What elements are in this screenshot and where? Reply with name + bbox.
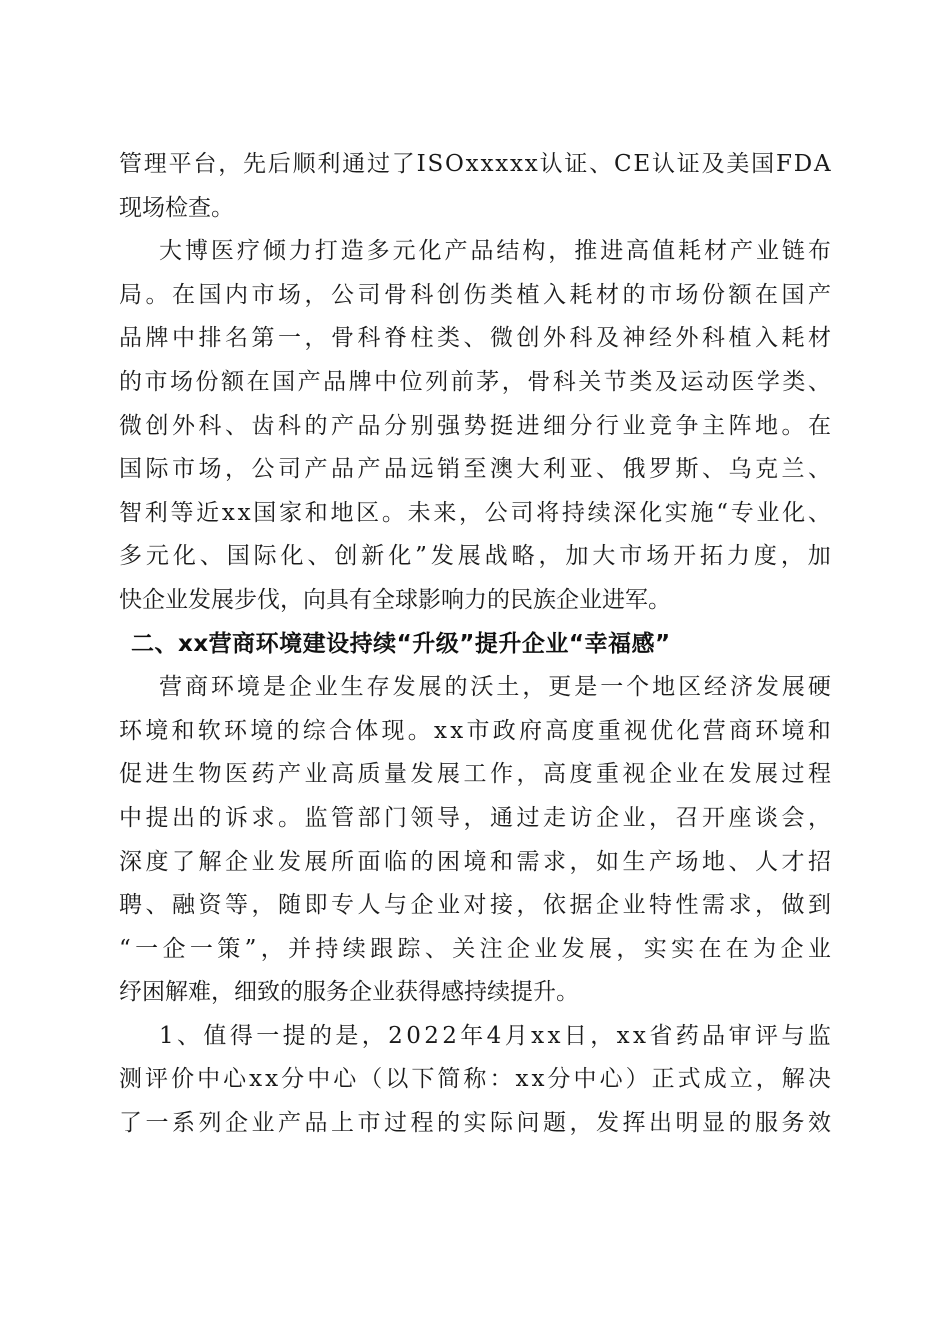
- text-line: 测 评 价 中 心 x x 分 中 心 （ 以 下 简 称 ： x x 分 中 心 ） 正 式 成 立 ， 解 决: [119, 1066, 831, 1093]
- text-line: 的 市 场 份 额 在 国 产 品 牌 中 位 列 前 茅 ， 骨 科 关 节 类 及 运 动 医 学 类 、: [119, 368, 831, 395]
- text-line: 局 。 在 国 内 市 场 ， 公 司 骨 科 创 伤 类 植 入 耗 材 的 市 场 份 额 在 国 产: [119, 281, 831, 308]
- text-line: 品 牌 中 排 名 第 一 ， 骨 科 脊 柱 类 、 微 创 外 科 及 神 经 外 科 植 入 耗 材: [119, 325, 831, 352]
- paragraph-first-line: 大 博 医 疗 倾 力 打 造 多 元 化 产 品 结 构 ， 推 进 高 值 耗 材 产 业 链 布: [159, 238, 831, 265]
- text-line: 快企业发展步伐，向具有全球影响力的民族企业进军。: [119, 586, 671, 613]
- text-line: 了 一 系 列 企 业 产 品 上 市 过 程 的 实 际 问 题 ， 发 挥 出 明 显 的 服 务 效: [119, 1110, 831, 1137]
- text-line: 国 际 市 场 ， 公 司 产 品 产 品 远 销 至 澳 大 利 亚 、 俄 罗 斯 、 乌 克 兰 、: [119, 456, 831, 483]
- text-line: 聘 、 融 资 等 ， 随 即 专 人 与 企 业 对 接 ， 依 据 企 业 特 性 需 求 ， 做 到: [119, 892, 831, 919]
- text-line: 微 创 外 科 、 齿 科 的 产 品 分 别 强 势 挺 进 细 分 行 业 竞 争 主 阵 地 。 在: [119, 412, 831, 439]
- text-line: 多 元 化 、 国 际 化 、 创 新 化 ” 发 展 战 略 ， 加 大 市 场 开 拓 力 度 ， 加: [119, 543, 831, 570]
- text-line: 深 度 了 解 企 业 发 展 所 面 临 的 困 境 和 需 求 ， 如 生 产 场 地 、 人 才 招: [119, 848, 831, 875]
- paragraph-first-line: 营 商 环 境 是 企 业 生 存 发 展 的 沃 土 ， 更 是 一 个 地 区 经 济 发 展 硬: [159, 674, 831, 701]
- text-line: 智 利 等 近 x x 国 家 和 地 区 。 未 来 ， 公 司 将 持 续 深 化 实 施 “ 专 业 化 、: [119, 499, 831, 526]
- text-line: 管 理 平 台 ， 先 后 顺 利 通 过 了 I S O x x x x x 认 证 、 C E 认 证 及 美 国 F D A: [119, 151, 831, 177]
- paragraph-first-line: 1 、 值 得 一 提 的 是 ， 2 0 2 2 年 4 月 x x 日 ， x x 省 药 品 审 评 与 监: [159, 1022, 831, 1049]
- text-line: 环 境 和 软 环 境 的 综 合 体 现 。 x x 市 政 府 高 度 重 视 优 化 营 商 环 境 和: [119, 717, 831, 744]
- text-line: 现场检查。: [119, 194, 234, 221]
- text-line: 纾困解难，细致的服务企业获得感持续提升。: [119, 979, 579, 1006]
- document-body: [119, 143, 831, 1146]
- text-line: “ 一 企 一 策 ” ， 并 持 续 跟 踪 、 关 注 企 业 发 展 ， 实 实 在 在 为 企 业: [119, 935, 831, 962]
- text-line: 中 提 出 的 诉 求 。 监 管 部 门 领 导 ， 通 过 走 访 企 业 ， 召 开 座 谈 会 ，: [119, 804, 831, 831]
- section-heading: 二、xx营商环境建设持续“升级”提升企业“幸福感”: [131, 630, 671, 657]
- text-line: 促 进 生 物 医 药 产 业 高 质 量 发 展 工 作 ， 高 度 重 视 企 业 在 发 展 过 程: [119, 761, 831, 788]
